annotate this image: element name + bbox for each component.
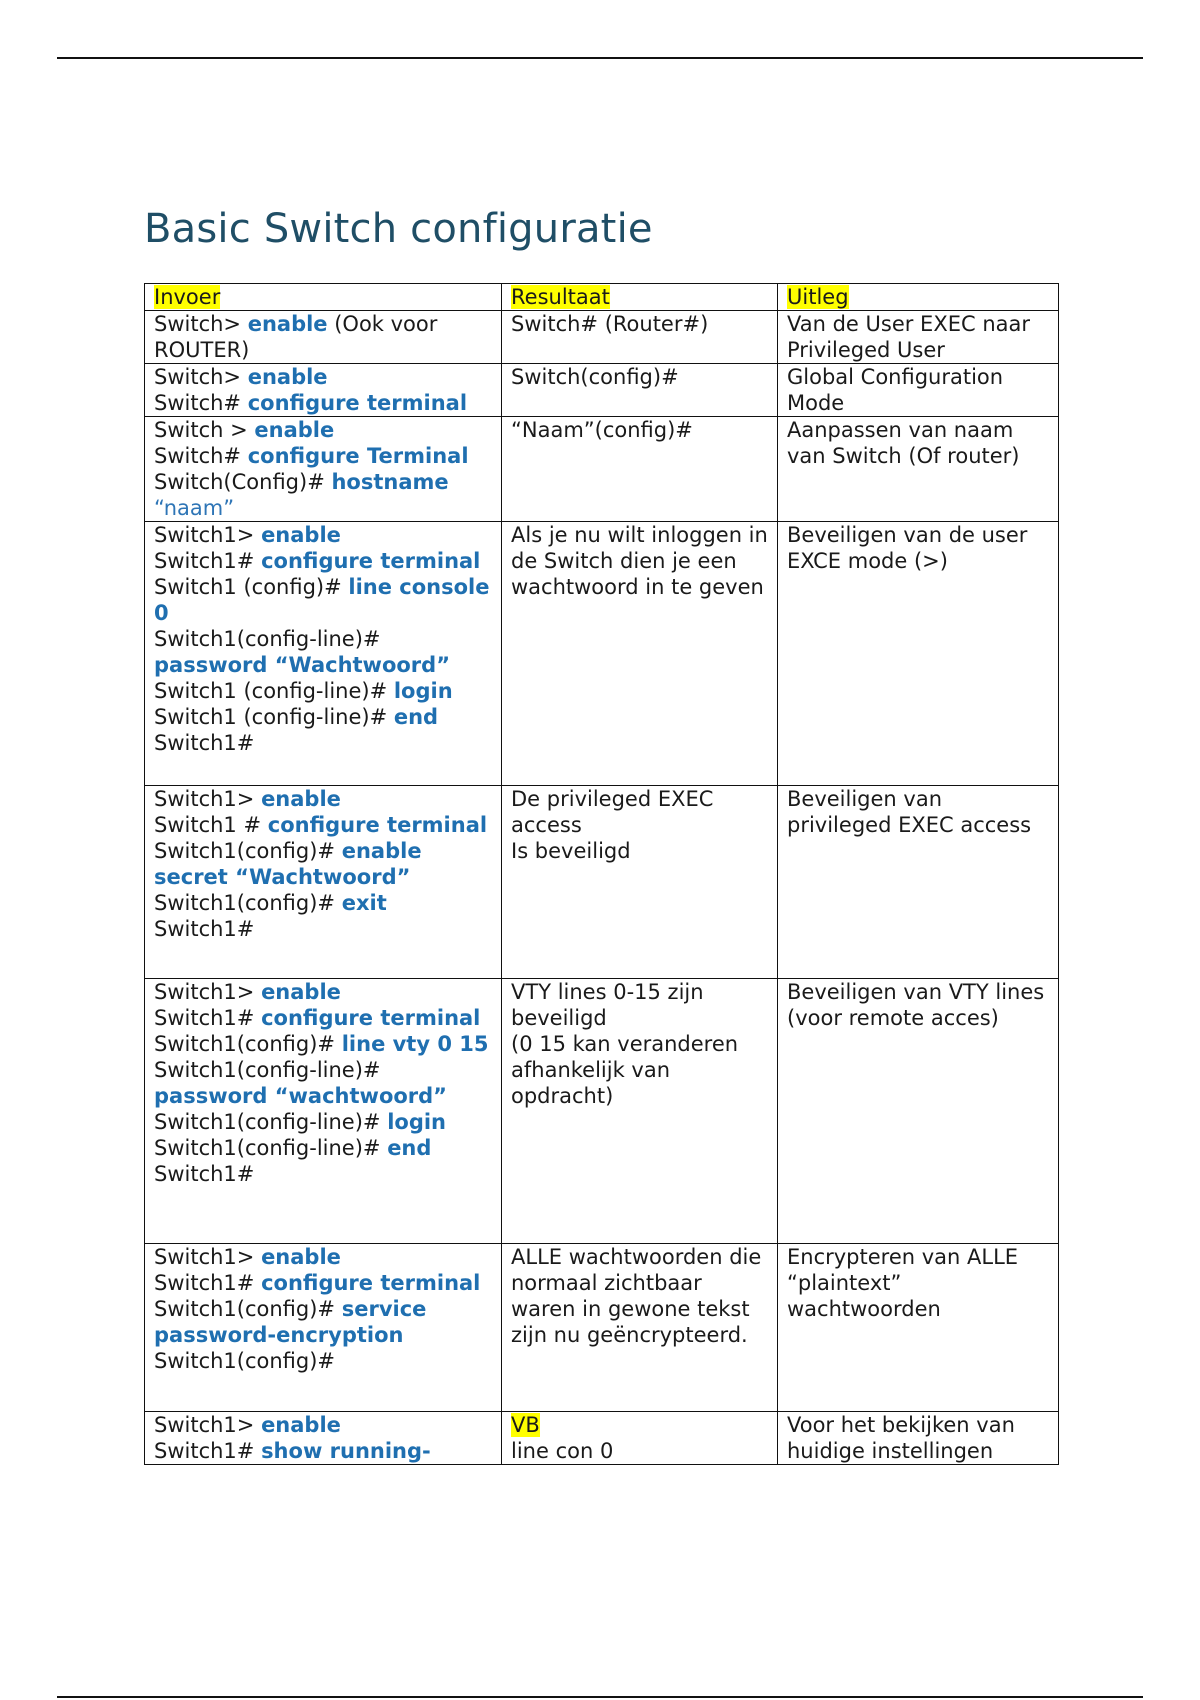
command-line (154, 574, 493, 626)
table-header-row (145, 284, 1059, 311)
prompt-text: Switch1(config)# (154, 1032, 342, 1056)
command-keyword: configure terminal (261, 1006, 481, 1030)
input-cell (145, 364, 502, 417)
explanation-text: Beveiligen van VTY lines (voor remote acces) (787, 980, 1045, 1030)
command-line (154, 1270, 493, 1296)
result-cell (502, 786, 778, 979)
command-keyword: login (393, 679, 453, 703)
prompt-text: Switch1> (154, 1413, 262, 1437)
header-explanation-label: Uitleg (787, 285, 849, 309)
explanation-text: Voor het bekijken van huidige instellingen (787, 1413, 1015, 1463)
explanation-cell (778, 417, 1059, 522)
command-keyword: enable (261, 523, 341, 547)
command-line (154, 548, 493, 574)
result-cell (502, 417, 778, 522)
explanation-text: Encrypteren van ALLE “plaintext” wachtwoorden (787, 1245, 1019, 1321)
prompt-text: Switch1(config)# (154, 839, 342, 863)
command-keyword: configure terminal (261, 1271, 481, 1295)
command-line (154, 730, 493, 756)
input-cell (145, 1412, 502, 1465)
command-keyword: end (387, 1136, 432, 1160)
command-line (154, 417, 493, 443)
command-line (154, 979, 493, 1005)
result-text: VTY lines 0-15 zijn beveiligd (511, 980, 704, 1030)
command-line (154, 786, 493, 812)
input-cell (145, 417, 502, 522)
explanation-cell (778, 979, 1059, 1244)
result-text: (0 15 kan veranderen afhankelijk van opdracht) (511, 1032, 739, 1108)
prompt-text: Switch > (154, 418, 255, 442)
command-line (154, 311, 493, 363)
command-argument: “naam” (154, 496, 235, 520)
command-line (154, 1005, 493, 1031)
command-keyword: line console 0 (154, 575, 490, 625)
result-cell (502, 522, 778, 786)
command-line (154, 890, 493, 916)
prompt-text: Switch1# (154, 1006, 262, 1030)
command-keyword: enable secret “Wachtwoord” (154, 839, 422, 889)
command-keyword: end (393, 705, 439, 729)
command-keyword: configure terminal (261, 549, 481, 573)
result-cell (502, 1412, 778, 1465)
table-row (145, 311, 1059, 364)
result-cell (502, 311, 778, 364)
command-keyword: password “Wachtwoord” (154, 653, 450, 677)
command-keyword: configure terminal (247, 391, 468, 415)
table-body (145, 311, 1059, 1465)
command-line (154, 1135, 493, 1161)
prompt-text: Switch1 (config-line)# (154, 679, 394, 703)
header-cell-explanation (778, 284, 1059, 311)
result-cell (502, 1244, 778, 1412)
command-note: (Ook voor ROUTER) (154, 312, 438, 362)
result-highlight: VB (511, 1413, 540, 1437)
command-line (154, 1296, 493, 1348)
command-keyword: service password-encryption (154, 1297, 427, 1347)
command-line (154, 812, 493, 838)
command-line (154, 522, 493, 548)
prompt-text: Switch# (154, 391, 248, 415)
command-line (154, 1244, 493, 1270)
input-cell (145, 311, 502, 364)
command-line (154, 1161, 493, 1187)
prompt-text: Switch1 # (154, 813, 268, 837)
command-keyword: exit (341, 891, 387, 915)
explanation-text: Van de User EXEC naar Privileged User (787, 312, 1030, 362)
explanation-text: Beveiligen van privileged EXEC access (787, 787, 1032, 837)
command-keyword: show running- (261, 1439, 431, 1463)
page-title: Basic Switch configuratie (144, 205, 653, 252)
command-keyword: password “wachtwoord” (154, 1084, 447, 1108)
result-text: Switch# (Router#) (511, 312, 709, 336)
prompt-text: Switch1(config-line)# (154, 627, 381, 651)
prompt-text: Switch1 (config-line)# (154, 705, 394, 729)
result-cell (502, 364, 778, 417)
command-keyword: enable (261, 1245, 341, 1269)
command-keyword: enable (247, 312, 328, 336)
command-keyword: enable (254, 418, 335, 442)
command-keyword: enable (261, 1413, 341, 1437)
prompt-text: Switch(Config)# (154, 470, 332, 494)
command-line (154, 469, 493, 495)
explanation-cell (778, 364, 1059, 417)
command-keyword: configure terminal (267, 813, 488, 837)
prompt-text: Switch1 (config)# (154, 575, 349, 599)
explanation-cell (778, 1244, 1059, 1412)
prompt-text: Switch1# (154, 731, 255, 755)
explanation-cell (778, 1412, 1059, 1465)
input-cell (145, 979, 502, 1244)
explanation-cell (778, 522, 1059, 786)
result-text: Switch(config)# (511, 365, 679, 389)
result-text: Als je nu wilt inloggen in de Switch dien je een wachtwoord in te geven (511, 523, 768, 599)
result-line (511, 1412, 769, 1438)
command-line (154, 1109, 493, 1135)
explanation-cell (778, 311, 1059, 364)
command-keyword: enable (247, 365, 328, 389)
command-line (154, 495, 493, 521)
prompt-text: Switch1(config)# (154, 1349, 336, 1373)
header-input-label: Invoer (154, 285, 221, 309)
header-rule (57, 57, 1143, 59)
command-keyword: configure Terminal (247, 444, 469, 468)
input-cell (145, 522, 502, 786)
table-row (145, 364, 1059, 417)
prompt-text: Switch1# (154, 1439, 262, 1463)
table-row (145, 1244, 1059, 1412)
table-row (145, 522, 1059, 786)
input-cell (145, 786, 502, 979)
prompt-text: Switch1(config-line)# (154, 1110, 388, 1134)
command-line (154, 916, 493, 942)
explanation-text: Aanpassen van naam van Switch (Of router) (787, 418, 1020, 468)
command-line (154, 1348, 493, 1374)
prompt-text: Switch> (154, 312, 248, 336)
prompt-text: Switch1> (154, 980, 262, 1004)
prompt-text: Switch> (154, 365, 248, 389)
table-row (145, 786, 1059, 979)
prompt-text: Switch1> (154, 523, 262, 547)
command-line (154, 626, 493, 678)
header-cell-result (502, 284, 778, 311)
result-text: line con 0 (511, 1439, 614, 1463)
command-keyword: enable (261, 787, 341, 811)
command-line (154, 1438, 493, 1464)
prompt-text: Switch1> (154, 787, 262, 811)
header-result-label: Resultaat (511, 285, 610, 309)
command-keyword: hostname (331, 470, 449, 494)
prompt-text: Switch1# (154, 549, 262, 573)
command-keyword: enable (261, 980, 341, 1004)
result-text: De privileged EXEC access (511, 787, 714, 837)
prompt-text: Switch1# (154, 917, 255, 941)
command-line (154, 390, 493, 416)
command-line (154, 704, 493, 730)
prompt-text: Switch1# (154, 1271, 262, 1295)
prompt-text: Switch1> (154, 1245, 262, 1269)
explanation-text: Beveiligen van de user EXCE mode (>) (787, 523, 1028, 573)
result-cell (502, 979, 778, 1244)
command-line (154, 1031, 493, 1057)
command-line (154, 1057, 493, 1109)
prompt-text: Switch1(config)# (154, 1297, 342, 1321)
command-line (154, 1412, 493, 1438)
table-row (145, 1412, 1059, 1465)
command-line (154, 678, 493, 704)
prompt-text: Switch1(config-line)# (154, 1058, 381, 1082)
header-cell-input (145, 284, 502, 311)
result-text: “Naam”(config)# (511, 418, 693, 442)
explanation-text: Global Configuration Mode (787, 365, 1004, 415)
command-table (144, 283, 1059, 1465)
command-keyword: login (387, 1110, 446, 1134)
command-line (154, 443, 493, 469)
explanation-cell (778, 786, 1059, 979)
prompt-text: Switch# (154, 444, 248, 468)
footer-rule (57, 1696, 1143, 1698)
prompt-text: Switch1# (154, 1162, 255, 1186)
command-line (154, 364, 493, 390)
command-keyword: line vty 0 15 (341, 1032, 489, 1056)
result-text: Is beveiligd (511, 839, 631, 863)
input-cell (145, 1244, 502, 1412)
command-line (154, 838, 493, 890)
table-row (145, 979, 1059, 1244)
prompt-text: Switch1(config)# (154, 891, 342, 915)
result-text: ALLE wachtwoorden die normaal zichtbaar waren in gewone tekst zijn nu geëncrypteerd. (511, 1245, 762, 1347)
table-row (145, 417, 1059, 522)
prompt-text: Switch1(config-line)# (154, 1136, 388, 1160)
